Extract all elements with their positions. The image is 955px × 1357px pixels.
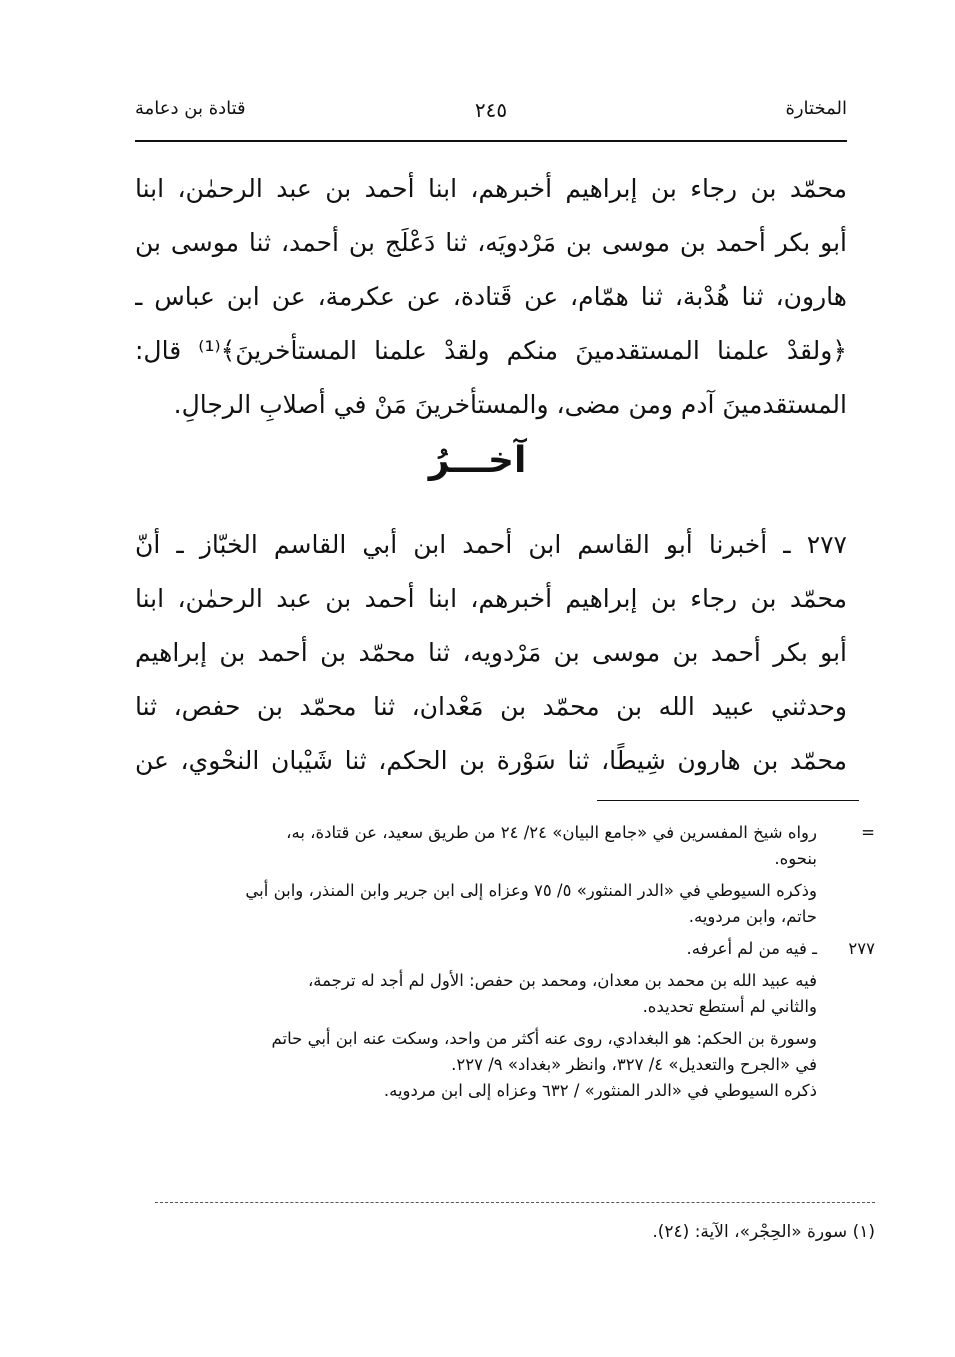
footnotes xyxy=(130,820,875,1104)
running-header xyxy=(135,92,847,142)
footnote-line: ـ فيه من لم أعرفه. xyxy=(686,939,817,958)
footnote-line: في «الجرح والتعديل» ٤/ ٣٢٧، وانظر «بغداد» ٩/ ٢٢٧. xyxy=(451,1055,817,1074)
text-line: أبو بكر أحمد بن موسى بن مَرْدويه، ثنا محمّد بن أحمد بن إبراهيم xyxy=(135,638,847,667)
footnote-entry xyxy=(130,1078,875,1104)
header-rule xyxy=(135,140,847,142)
footnote-mark: ٢٧٧ xyxy=(848,939,875,958)
text-line: وحدثني عبيد الله بن محمّد بن مَعْدان، ثنا محمّد بن حفص، ثنا xyxy=(135,692,847,721)
footnote-separator xyxy=(597,800,859,801)
footnote-line: فيه عبيد الله بن محمد بن معدان، ومحمد بن حفص: الأول لم أجد له ترجمة، xyxy=(307,971,817,990)
text-line: محمّد بن هارون شِيطًا، ثنا سَوْرة بن الحكم، ثنا شَيْبان النحْوي، عن xyxy=(135,746,847,775)
text-line: المستقدمينَ آدم ومن مضى، والمستأخرينَ مَنْ في أصلابِ الرجالِ. xyxy=(173,390,847,419)
footnote-entry xyxy=(130,1026,875,1078)
book-title: المختارة xyxy=(785,98,847,119)
text-line: هارون، ثنا هُدْبة، ثنا همّام، عن قَتادة، عن عكرمة، عن ابن عباس ـ xyxy=(135,282,847,311)
page-number: ٢٤٥ xyxy=(474,98,508,122)
footnote-line: وذكره السيوطي في «الدر المنثور» ٥/ ٧٥ وعزاه إلى ابن جرير وابن المنذر، وابن أبي xyxy=(245,881,817,900)
footnote-line: رواه شيخ المفسرين في «جامع البيان» ٢٤/ ٢٤ من طريق سعيد، عن قتادة، به، xyxy=(286,823,817,842)
section-title: قتادة بن دعامة xyxy=(135,98,246,119)
dotted-separator xyxy=(155,1202,875,1203)
text-line: محمّد بن رجاء بن إبراهيم أخبرهم، ابنا أحمد بن عبد الرحمٰن، ابنا xyxy=(135,584,847,613)
quran-reference-note: (١) سورة «الحِجْر»، الآية: (٢٤). xyxy=(652,1222,875,1242)
footnote-mark: = xyxy=(861,823,875,842)
text-line: ﴿ولقدْ علمنا المستقدمينَ منكم ولقدْ علمنا المستأخرينَ﴾⁽¹⁾ قال: xyxy=(135,336,847,365)
footnote-line: بنحوه. xyxy=(774,849,817,868)
footnote-line: والثاني لم أستطع تحديده. xyxy=(642,997,817,1016)
footnote-line: وسورة بن الحكم: هو البغدادي، روى عنه أكثر من واحد، وسكت عنه ابن أبي حاتم xyxy=(271,1029,817,1048)
footnote-entry xyxy=(130,936,875,962)
footnote-line: ذكره السيوطي في «الدر المنثور» / ٦٣٢ وعزاه إلى ابن مردويه. xyxy=(383,1081,817,1100)
main-paragraph xyxy=(135,518,847,788)
text-line: محمّد بن رجاء بن إبراهيم أخبرهم، ابنا أحمد بن عبد الرحمٰن، ابنا xyxy=(135,174,847,203)
chapter-heading: آخـــرُ xyxy=(428,440,527,481)
text-line: أبو بكر أحمد بن موسى بن مَرْدويَه، ثنا دَعْلَج بن أحمد، ثنا موسى بن xyxy=(135,228,847,257)
footnote-entry xyxy=(130,820,875,872)
text-line: ٢٧٧ ـ أخبرنا أبو القاسم ابن أحمد ابن أبي القاسم الخبّاز ـ أنّ xyxy=(135,530,847,559)
footnote-entry xyxy=(130,878,875,930)
top-paragraph xyxy=(135,162,847,432)
footnote-line: حاتم، وابن مردويه. xyxy=(688,907,817,926)
footnote-entry xyxy=(130,968,875,1020)
